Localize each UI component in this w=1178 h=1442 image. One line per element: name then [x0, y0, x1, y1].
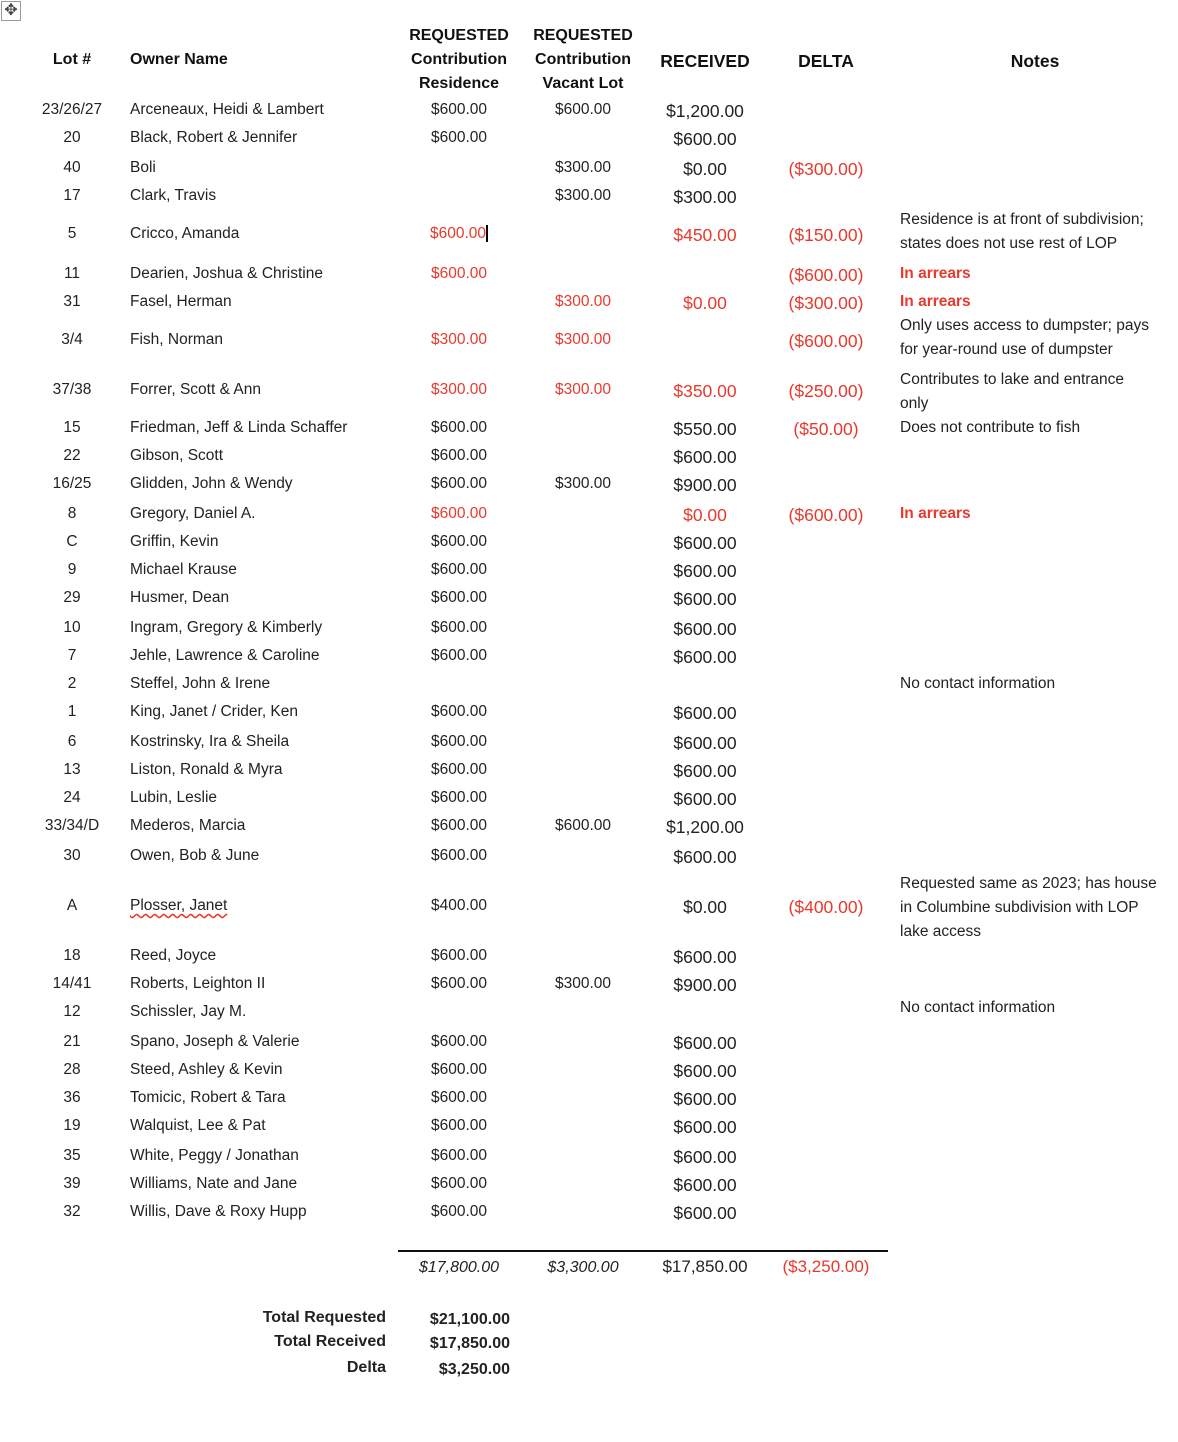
row-note — [900, 996, 1170, 1020]
note-line: Only uses access to dumpster; pays — [900, 317, 1149, 334]
received-amount: $900.00 — [673, 975, 737, 995]
received-amount: $0.00 — [683, 159, 727, 179]
owner-name: Kostrinsky, Ira & Sheila — [130, 733, 290, 750]
delta-amount: ($300.00) — [788, 293, 864, 313]
received-amount: $600.00 — [673, 1147, 737, 1167]
requested-vacant: $600.00 — [554, 101, 612, 118]
lot-number: 40 — [63, 159, 81, 176]
header-line: REQUESTED — [409, 27, 509, 44]
requested-vacant: $300.00 — [554, 187, 612, 204]
requested-residence: $600.00 — [430, 619, 488, 636]
owner-name: Friedman, Jeff & Linda Schaffer — [130, 419, 348, 436]
requested-residence: $600.00 — [430, 129, 488, 146]
owner-name: Mederos, Marcia — [130, 817, 246, 834]
requested-residence: $600.00 — [430, 1033, 488, 1050]
delta-amount: ($600.00) — [788, 505, 864, 525]
lot-number: 32 — [63, 1203, 81, 1220]
note-line: only — [900, 395, 929, 412]
owner-name: Roberts, Leighton II — [130, 975, 266, 992]
lot-number: 13 — [63, 761, 81, 778]
lot-number: C — [66, 533, 78, 550]
received-amount: $1,200.00 — [666, 101, 744, 121]
lot-number: 10 — [63, 619, 81, 636]
owner-name: Steffel, John & Irene — [130, 675, 271, 692]
lot-number: 36 — [63, 1089, 81, 1106]
header-line: Contribution — [411, 51, 507, 68]
received-amount: $1,200.00 — [666, 817, 744, 837]
owner-name: Husmer, Dean — [130, 589, 230, 606]
note-line: Does not contribute to fish — [900, 419, 1081, 436]
delta-amount: ($600.00) — [788, 331, 864, 351]
requested-residence: $600.00 — [430, 1089, 488, 1106]
lot-number: 37/38 — [52, 381, 92, 398]
header-line: Residence — [418, 75, 500, 92]
header-owner: Owner Name — [130, 51, 228, 68]
received-amount: $450.00 — [673, 225, 737, 245]
owner-name: Plosser, Janet — [130, 897, 228, 914]
received-amount: $600.00 — [673, 703, 737, 723]
note-line: lake access — [900, 923, 981, 940]
received-amount: $0.00 — [683, 293, 727, 313]
requested-vacant: $300.00 — [554, 975, 612, 992]
lot-number: 1 — [67, 703, 77, 720]
received-amount: $900.00 — [673, 475, 737, 495]
requested-residence: $600.00 — [430, 761, 488, 778]
row-note — [900, 368, 1170, 416]
requested-residence: $600.00 — [430, 419, 488, 436]
lot-number: 31 — [63, 293, 81, 310]
lot-number: 3/4 — [61, 331, 83, 348]
totals-divider — [398, 1250, 888, 1252]
owner-name: Black, Robert & Jennifer — [130, 129, 298, 146]
owner-name: Steed, Ashley & Kevin — [130, 1061, 283, 1078]
received-amount: $600.00 — [673, 1061, 737, 1081]
received-amount: $600.00 — [673, 447, 737, 467]
total-received: $17,850.00 — [662, 1257, 748, 1276]
requested-vacant: $300.00 — [554, 381, 612, 398]
row-note — [900, 502, 1170, 526]
owner-name: Willis, Dave & Roxy Hupp — [130, 1203, 307, 1220]
requested-residence: $600.00 — [430, 1117, 488, 1134]
received-amount: $600.00 — [673, 1117, 737, 1137]
received-amount: $600.00 — [673, 789, 737, 809]
delta-amount: ($400.00) — [788, 897, 864, 917]
header-lot: Lot # — [52, 51, 92, 68]
header-notes: Notes — [1010, 51, 1060, 71]
received-amount: $300.00 — [673, 187, 737, 207]
lot-number: 24 — [63, 789, 81, 806]
requested-residence: $300.00 — [430, 381, 488, 398]
header-line: Vacant Lot — [542, 75, 624, 92]
requested-residence: $600.00 — [430, 733, 488, 750]
note-line: In arrears — [900, 265, 971, 282]
owner-name: King, Janet / Crider, Ken — [130, 703, 299, 720]
lot-number: 17 — [63, 187, 81, 204]
received-amount: $350.00 — [673, 381, 737, 401]
requested-residence: $600.00 — [430, 505, 488, 522]
received-amount: $600.00 — [673, 947, 737, 967]
note-line: Contributes to lake and entrance — [900, 371, 1125, 388]
requested-residence: $600.00 — [430, 1203, 488, 1220]
received-amount: $600.00 — [673, 761, 737, 781]
total-delta: ($3,250.00) — [782, 1257, 870, 1276]
owner-name: Spano, Joseph & Valerie — [130, 1033, 300, 1050]
summary-value-delta: $3,250.00 — [438, 1361, 510, 1378]
requested-residence: $600.00 — [430, 703, 488, 720]
text-caret: $600.00 — [429, 225, 487, 242]
note-line: In arrears — [900, 505, 971, 522]
lot-number: 15 — [63, 419, 81, 436]
requested-vacant: $300.00 — [554, 475, 612, 492]
note-line: Residence is at front of subdivision; — [900, 211, 1144, 228]
received-amount: $600.00 — [673, 733, 737, 753]
table-move-icon[interactable]: ✥ — [1, 1, 21, 21]
requested-residence: $600.00 — [430, 789, 488, 806]
lot-number: 20 — [63, 129, 81, 146]
requested-residence: $600.00 — [430, 1061, 488, 1078]
owner-name: Griffin, Kevin — [130, 533, 219, 550]
owner-name: Schissler, Jay M. — [130, 1003, 247, 1020]
lot-number: 11 — [63, 265, 81, 282]
lot-number: 14/41 — [52, 975, 92, 992]
requested-residence: $600.00 — [430, 817, 488, 834]
delta-amount: ($250.00) — [788, 381, 864, 401]
requested-vacant: $600.00 — [554, 817, 612, 834]
received-amount: $600.00 — [673, 847, 737, 867]
lot-number: 35 — [63, 1147, 81, 1164]
owner-name: Lubin, Leslie — [130, 789, 218, 806]
note-line: No contact information — [900, 999, 1056, 1016]
row-note — [900, 208, 1170, 256]
note-line: No contact information — [900, 675, 1056, 692]
received-amount: $600.00 — [673, 619, 737, 639]
lot-number: 5 — [67, 225, 77, 242]
lot-number: 2 — [67, 675, 77, 692]
received-amount: $600.00 — [673, 647, 737, 667]
owner-name: Dearien, Joshua & Christine — [130, 265, 323, 282]
requested-residence: $600.00 — [430, 561, 488, 578]
header-requested-vacant — [523, 24, 643, 96]
note-line: for year-round use of dumpster — [900, 341, 1113, 358]
owner-name: White, Peggy / Jonathan — [130, 1147, 299, 1164]
total-requested-vacant: $3,300.00 — [547, 1259, 619, 1276]
lot-number: 12 — [63, 1003, 81, 1020]
owner-name: Owen, Bob & June — [130, 847, 260, 864]
requested-residence: $600.00 — [430, 947, 488, 964]
delta-amount: ($300.00) — [788, 159, 864, 179]
requested-residence: $600.00 — [430, 101, 488, 118]
requested-residence: $300.00 — [430, 331, 488, 348]
lot-number: 33/34/D — [44, 817, 100, 834]
owner-name: Fish, Norman — [130, 331, 224, 348]
owner-name: Tomicic, Robert & Tara — [130, 1089, 286, 1106]
received-amount: $600.00 — [673, 129, 737, 149]
lot-number: A — [66, 897, 78, 914]
received-amount: $600.00 — [673, 1089, 737, 1109]
summary-label-received: Total Received — [274, 1333, 386, 1350]
header-line: Contribution — [535, 51, 631, 68]
note-line: In arrears — [900, 293, 971, 310]
lot-number: 28 — [63, 1061, 81, 1078]
header-line: REQUESTED — [533, 27, 633, 44]
note-line: Requested same as 2023; has house — [900, 875, 1157, 892]
owner-name: Fasel, Herman — [130, 293, 232, 310]
received-amount: $600.00 — [673, 561, 737, 581]
owner-name: Reed, Joyce — [130, 947, 217, 964]
note-line: in Columbine subdivision with LOP — [900, 899, 1139, 916]
requested-residence: $600.00 — [430, 975, 488, 992]
lot-number: 6 — [67, 733, 77, 750]
row-note — [900, 290, 1170, 314]
delta-amount: ($150.00) — [788, 225, 864, 245]
lot-number: 21 — [63, 1033, 81, 1050]
owner-name: Liston, Ronald & Myra — [130, 761, 283, 778]
summary-label-requested: Total Requested — [262, 1309, 386, 1326]
received-amount: $0.00 — [683, 897, 727, 917]
lot-number: 22 — [63, 447, 81, 464]
owner-name: Clark, Travis — [130, 187, 217, 204]
requested-residence: $600.00 — [430, 1175, 488, 1192]
owner-name: Williams, Nate and Jane — [130, 1175, 298, 1192]
owner-name: Glidden, John & Wendy — [130, 475, 293, 492]
requested-vacant: $300.00 — [554, 293, 612, 310]
owner-name: Walquist, Lee & Pat — [130, 1117, 266, 1134]
lot-number: 7 — [67, 647, 77, 664]
received-amount: $550.00 — [673, 419, 737, 439]
note-line: states does not use rest of LOP — [900, 235, 1118, 252]
header-requested-residence — [399, 24, 519, 96]
owner-name: Boli — [130, 159, 156, 176]
owner-name: Gregory, Daniel A. — [130, 505, 256, 522]
owner-name: Gibson, Scott — [130, 447, 224, 464]
received-amount: $600.00 — [673, 1175, 737, 1195]
lot-number: 39 — [63, 1175, 81, 1192]
owner-name: Ingram, Gregory & Kimberly — [130, 619, 323, 636]
owner-name: Michael Krause — [130, 561, 237, 578]
received-amount: $600.00 — [673, 1033, 737, 1053]
owner-name: Jehle, Lawrence & Caroline — [130, 647, 320, 664]
received-amount: $600.00 — [673, 589, 737, 609]
requested-residence: $600.00 — [430, 647, 488, 664]
lot-number: 8 — [67, 505, 77, 522]
owner-name: Cricco, Amanda — [130, 225, 240, 242]
requested-residence: $600.00 — [430, 589, 488, 606]
total-requested-residence: $17,800.00 — [418, 1259, 500, 1276]
requested-residence: $600.00 — [430, 847, 488, 864]
received-amount: $0.00 — [683, 505, 727, 525]
row-note — [900, 262, 1170, 286]
row-note — [900, 672, 1170, 696]
delta-amount: ($600.00) — [788, 265, 864, 285]
lot-number: 9 — [67, 561, 77, 578]
received-amount: $600.00 — [673, 1203, 737, 1223]
requested-residence: $600.00 — [430, 265, 488, 282]
requested-residence: $600.00 — [430, 533, 488, 550]
row-note — [900, 314, 1170, 362]
lot-number: 23/26/27 — [41, 101, 103, 118]
lot-number: 18 — [63, 947, 81, 964]
summary-label-delta: Delta — [346, 1359, 386, 1376]
requested-residence — [399, 224, 519, 244]
summary-value-requested: $21,100.00 — [429, 1311, 510, 1328]
lot-number: 19 — [63, 1117, 81, 1134]
requested-vacant: $300.00 — [554, 159, 612, 176]
owner-name: Forrer, Scott & Ann — [130, 381, 261, 398]
delta-amount: ($50.00) — [793, 419, 859, 439]
header-delta: DELTA — [798, 51, 854, 71]
received-amount: $600.00 — [673, 533, 737, 553]
lot-number: 29 — [63, 589, 81, 606]
lot-number: 30 — [63, 847, 81, 864]
requested-vacant: $300.00 — [554, 331, 612, 348]
requested-residence: $600.00 — [430, 475, 488, 492]
requested-residence: $600.00 — [430, 447, 488, 464]
owner-name: Arceneaux, Heidi & Lambert — [130, 101, 324, 118]
lot-number: 16/25 — [52, 475, 92, 492]
requested-residence: $600.00 — [430, 1147, 488, 1164]
row-note — [900, 416, 1170, 440]
header-received: RECEIVED — [660, 51, 750, 71]
requested-residence: $400.00 — [430, 897, 488, 914]
summary-value-received: $17,850.00 — [429, 1335, 510, 1352]
row-note — [900, 872, 1170, 944]
